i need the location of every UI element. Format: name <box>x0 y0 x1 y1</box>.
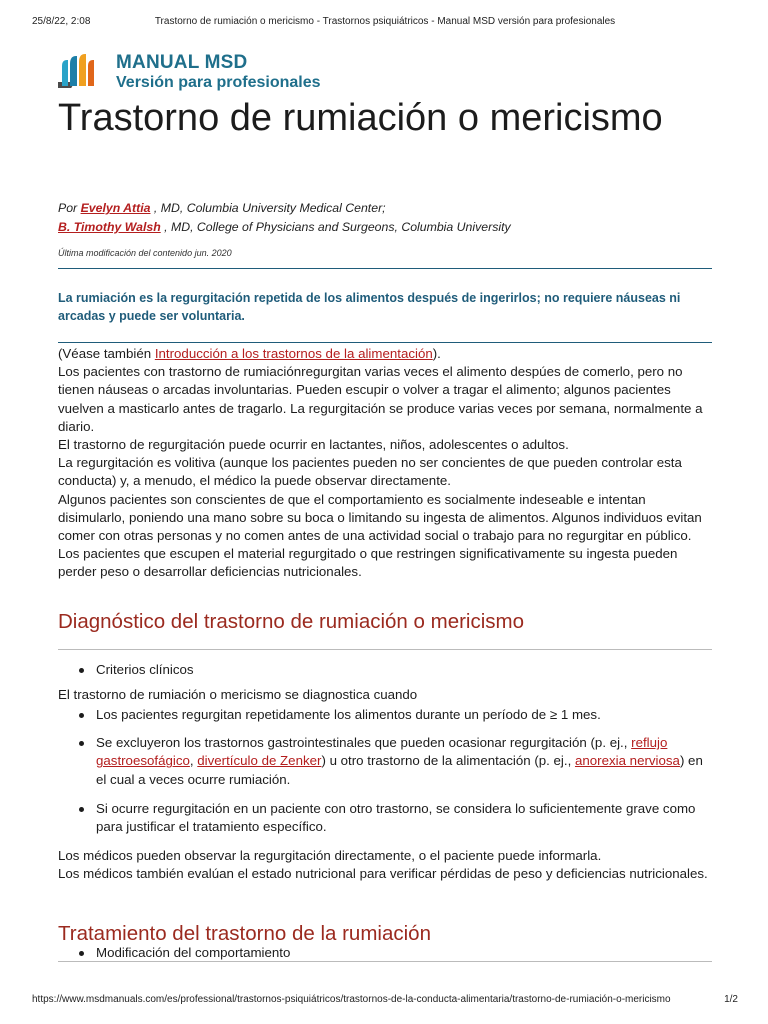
authors-prefix: Por <box>58 201 81 215</box>
summary: La rumiación es la regurgitación repetida de los alimentos después de ingerirlos; no requiere náuseas ni arcadas y puede ser voluntaria. <box>58 291 681 323</box>
author-link-walsh[interactable]: B. Timothy Walsh <box>58 220 161 234</box>
author-link-attia[interactable]: Evelyn Attia <box>80 201 151 215</box>
section-divider <box>58 649 712 650</box>
page-url: https://www.msdmanuals.com/es/professional/trastornos-psiquiátricos/trastornos-de-la-conducta-alimentaria/trastorno-de-rumiación-o-mericismo <box>32 994 671 1005</box>
msd-logo-icon <box>58 52 98 94</box>
list-item: Si ocurre regurgitación en un paciente con otro trastorno, se considera lo suficientemente grave como para justificar el tratamiento específico. <box>58 800 710 836</box>
list-item: Los pacientes regurgitan repetidamente los alimentos durante un período de ≥ 1 mes. <box>58 706 710 724</box>
link-zenker-diverticulum[interactable]: divertículo de Zenker <box>197 753 322 769</box>
treatment-bullet-text: Modificación del comportamiento <box>96 945 291 960</box>
diagnosis-intro: El trastorno de rumiación o mericismo se diagnostica cuando <box>58 687 418 702</box>
diagnosis-criteria-list <box>58 706 710 836</box>
paragraph: El trastorno de regurgitación puede ocurrir en lactantes, niños, adolescentes o adultos. <box>58 437 569 453</box>
paragraph: Los médicos pueden observar la regurgitación directamente, o el paciente puede informarla. <box>58 848 602 863</box>
author1-affiliation: , MD, Columbia University Medical Center; <box>150 201 386 215</box>
paragraph: Los médicos también evalúan el estado nutricional para verificar pérdidas de peso y deficiencias nutricionales. <box>58 866 708 882</box>
author-line-2 <box>58 218 718 237</box>
author2-affiliation: , MD, College of Physicians and Surgeons, Columbia University <box>160 220 511 234</box>
last-updated: Última modificación del contenido jun. 2020 <box>58 248 232 258</box>
brand-subtitle: Versión para profesionales <box>116 74 321 91</box>
list-item: Criterios clínicos <box>58 661 710 679</box>
paragraph: Los pacientes con trastorno de rumiaciónregurgitan varias veces el alimento despúes de comerlo, pero no tienen náuseas o arcadas involuntarias. Pueden escupir o volver a tragar el alimento; algunos pacientes vuelven a masticarlo antes de tragarlo. La regurgitación se produce varias veces por semana, normalmente a diario. <box>58 364 703 434</box>
diagnosis-notes <box>58 847 710 883</box>
brand-name: MANUAL MSD <box>116 52 248 73</box>
link-gerd[interactable]: reflujo gastroesofágico <box>96 735 668 769</box>
see-also <box>58 345 710 363</box>
authors <box>58 199 718 237</box>
page-number: 1/2 <box>724 994 738 1005</box>
see-also-prefix: (Véase también <box>58 346 155 361</box>
paragraph: Los pacientes que escupen el material regurgitado o que restringen significativamente su ingesta pueden perder peso o desarrollar deficiencias nutricionales. <box>58 546 678 580</box>
see-also-suffix: ). <box>432 346 441 361</box>
criteria2-text: ) u otro trastorno de la alimentación (p. ej., <box>321 753 575 769</box>
author-line-1 <box>58 199 718 218</box>
paragraph: La regurgitación es volitiva (aunque los pacientes pueden no ser concientes de que pueden controlar esta conducta) y, a menudo, el médico la puede observar directamente. <box>58 455 682 489</box>
diagnosis-summary-list <box>58 661 710 679</box>
list-item <box>58 734 710 789</box>
print-date: 25/8/22, 2:08 <box>32 16 91 27</box>
criteria2-text: , <box>189 753 198 769</box>
section-heading-diagnosis: Diagnóstico del trastorno de rumiación o mericismo <box>58 610 525 633</box>
divider <box>58 342 712 343</box>
link-eating-disorders-intro[interactable]: Introducción a los trastornos de la alimentación <box>154 346 433 361</box>
link-anorexia-nervosa[interactable]: anorexia nerviosa <box>574 753 680 769</box>
divider <box>58 268 712 269</box>
section-heading-treatment: Tratamiento del trastorno de la rumiación <box>58 922 431 945</box>
paragraph: Algunos pacientes son conscientes de que el comportamiento es socialmente indeseable e intentan disimularlo, poniendo una mano sobre su boca o limitando su ingesta de alimentos. Algunos individuos evitan comer con otras personas y no comen antes de una actividad social o trabajo para no regurgitar en público. <box>58 491 702 544</box>
intro-text <box>58 345 710 582</box>
print-page-title: Trastorno de rumiación o mericismo - Trastornos psiquiátricos - Manual MSD versión para profesionales <box>154 16 616 27</box>
criteria2-text: ) en el cual a veces ocurre rumiación. <box>96 753 703 787</box>
criteria2-text: Se excluyeron los trastornos gastrointestinales que pueden ocasionar regurgitación (p. ej., <box>96 735 632 751</box>
page-title: Trastorno de rumiación o mericismo <box>58 97 663 139</box>
